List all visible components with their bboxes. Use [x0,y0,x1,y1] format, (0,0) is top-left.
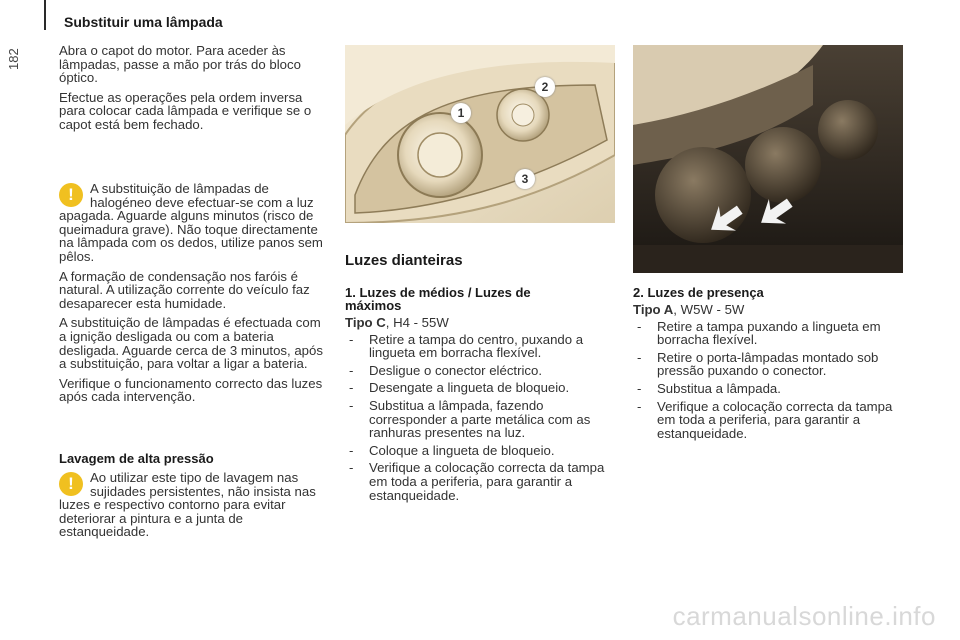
list-item: - Verifique a colocação correcta da tampa em toda a periferia, para garantir a estanqueidade. [345,461,615,502]
warning-block-2 [59,471,329,539]
list-item: - Retire a tampa puxando a lingueta em borracha flexível. [633,320,903,347]
list-item: - Coloque a lingueta de bloqueio. [345,444,615,458]
warning-icon: ! [59,183,83,207]
type-value: , W5W - 5W [673,302,745,317]
item-1-body [345,316,615,506]
type-label: Tipo A [633,302,674,317]
type-value: , H4 - 55W [385,315,449,330]
warning2-paragraph: Ao utilizar este tipo de lavagem nas sujidades persistentes, não insista nas luzes e respectivo contorno para evitar deteriorar a pintura e a junta de estanqueidade. [59,470,316,540]
intro-paragraph-1: Abra o capot do motor. Para aceder às lâmpadas, passe a mão por trás do bloco óptico. [59,43,301,86]
item-2-block [633,286,903,444]
intro-paragraph-2: Efectue as operações pela ordem inversa para colocar cada lâmpada e verifique se o capot está bem fechado. [59,89,312,132]
list-item: - Substitua a lâmpada, fazendo corresponder a parte metálica com as ranhuras presentes na luz. [345,399,615,440]
list-item: - Verifique a colocação correcta da tampa em toda a periferia, para garantir a estanqueidade. [633,400,903,441]
section-title: Luzes dianteiras [345,252,463,269]
callout-3: 3 [515,169,535,189]
warning1-paragraph-1: A substituição de lâmpadas de halogéneo deve efectuar-se com a luz apagada. Aguarde alguns minutos (risco de queimadura grave). Não toque directamente na lâmpada com os dedos, utilize panos sem pêlos. [59,181,323,264]
steps-list-1 [345,333,615,503]
headlight-rear-photo [633,45,903,273]
warning1-paragraph-4: Verifique o funcionamento correcto das luzes após cada intervenção. [59,375,323,405]
list-item: - Retire o porta-lâmpadas montado sob pressão puxando o conector. [633,351,903,378]
type-label: Tipo C [345,315,386,330]
intro-block [59,44,329,132]
item-title-1: 1. Luzes de médios / Luzes de máximos [345,285,531,313]
warning-icon: ! [59,472,83,496]
warning-block-1 [59,182,329,404]
item-title-2: 2. Luzes de presença [633,285,764,300]
page-number: 182 [6,48,21,70]
callout-2: 2 [535,77,555,97]
watermark: carmanualsonline.info [672,601,936,631]
list-item: - Retire a tampa do centro, puxando a lingueta em borracha flexível. [345,333,615,360]
page-title: Substituir uma lâmpada [64,14,223,30]
warning1-paragraph-2: A formação de condensação nos faróis é natural. A utilização corrente do veículo faz desaparecer esta humidade. [59,268,310,311]
steps-list-2 [633,320,903,441]
type-line-1 [345,316,615,330]
high-pressure-title: Lavagem de alta pressão [59,451,214,466]
callout-1: 1 [451,103,471,123]
list-item: - Desengate a lingueta de bloqueio. [345,381,615,395]
warning1-paragraph-3: A substituição de lâmpadas é efectuada com a ignição desligada ou com a bateria desligada. Aguarde cerca de 3 minutos, após a substituição, para voltar a ligar a bateria. [59,315,323,372]
type-line-2 [633,303,903,317]
list-item: - Desligue o conector eléctrico. [345,364,615,378]
header-rule [44,0,46,30]
headlight-illustration [345,45,615,223]
list-item: - Substitua a lâmpada. [633,382,903,396]
